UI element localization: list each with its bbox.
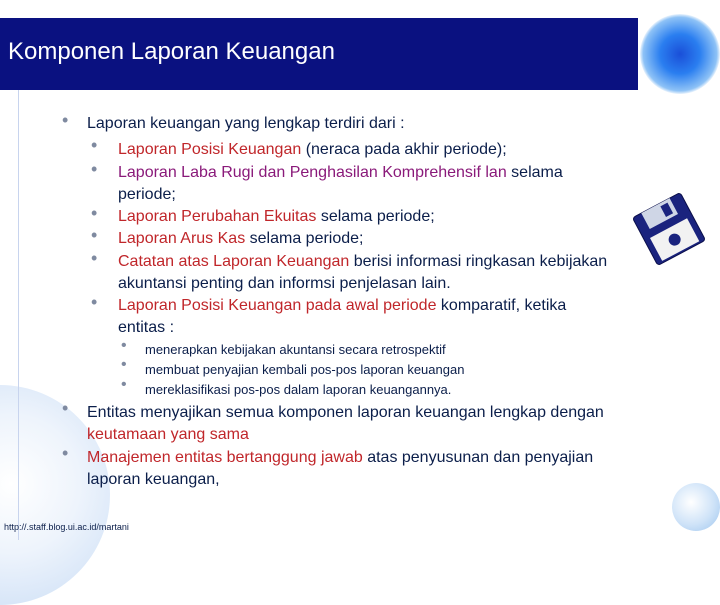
intro-text: Laporan keuangan yang lengkap terdiri dari :	[87, 115, 405, 132]
item-ekuitas-rest: selama periode;	[316, 208, 435, 225]
item-aruskas	[118, 230, 364, 248]
item-aruskas-rest: selama periode;	[245, 230, 364, 247]
slide-title: Komponen Laporan Keuangan	[8, 38, 335, 65]
bullet: •	[91, 292, 98, 312]
bullet: •	[62, 443, 69, 463]
bullet: •	[91, 203, 98, 223]
manajemen-highlight: Manajemen entitas bertanggung jawab	[87, 449, 363, 466]
item-ekuitas-highlight: Laporan Perubahan Ekuitas	[118, 208, 317, 225]
item-aruskas-highlight: Laporan Arus Kas	[118, 230, 246, 247]
manajemen-cont: laporan keuangan,	[87, 471, 220, 488]
item-posisiawal	[118, 297, 566, 315]
item-labarugi-highlight: Laporan Laba Rugi dan Penghasilan Komprehensif lan	[118, 164, 507, 181]
bullet: •	[91, 225, 98, 245]
bullet: •	[91, 135, 98, 155]
manajemen-text	[87, 449, 593, 467]
item-posisiawal-highlight: Laporan Posisi Keuangan pada awal periode	[118, 297, 437, 314]
item-posisiawal-cont: entitas :	[118, 319, 175, 336]
item-posisi	[118, 141, 507, 159]
item-posisi-rest: (neraca pada akhir periode);	[301, 141, 507, 158]
entitas-cont: keutamaan yang sama	[87, 426, 249, 443]
manajemen-rest: atas penyusunan dan penyajian	[362, 449, 594, 466]
bullet: •	[91, 248, 98, 268]
entitas-text: Entitas menyajikan semua komponen laporan keuangan lengkap dengan	[87, 404, 604, 421]
item-labarugi-rest: selama	[506, 164, 563, 181]
item-labarugi	[118, 164, 563, 182]
sub-item: membuat penyajian kembali pos-pos laporan keuangan	[145, 362, 465, 377]
bullet: •	[121, 337, 127, 354]
bullet: •	[62, 398, 69, 418]
item-catatan-cont: akuntansi penting dan informsi penjelasan lain.	[118, 275, 451, 292]
bullet: •	[121, 356, 127, 373]
item-ekuitas	[118, 208, 435, 226]
bullet: •	[91, 159, 98, 179]
sub-item: mereklasifikasi pos-pos dalam laporan keuangannya.	[145, 382, 452, 397]
item-catatan	[118, 253, 607, 271]
sub-item: menerapkan kebijakan akuntansi secara retrospektif	[145, 342, 446, 357]
item-catatan-rest: berisi informasi ringkasan kebijakan	[349, 253, 608, 270]
item-posisi-highlight: Laporan Posisi Keuangan	[118, 141, 302, 158]
bullet: •	[121, 376, 127, 393]
footer-url: http://.staff.blog.ui.ac.id/martani	[4, 522, 129, 532]
item-catatan-highlight: Catatan atas Laporan Keuangan	[118, 253, 350, 270]
item-posisiawal-rest: komparatif, ketika	[436, 297, 567, 314]
item-labarugi-cont: periode;	[118, 186, 176, 203]
bullet: •	[62, 110, 69, 130]
